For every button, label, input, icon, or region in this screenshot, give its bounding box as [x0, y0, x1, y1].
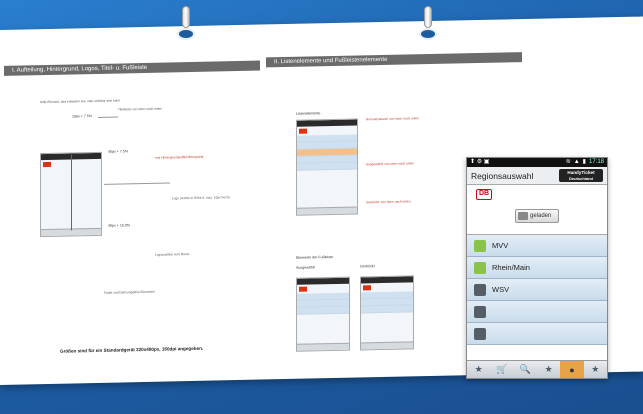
binder-ring-icon — [176, 6, 196, 40]
binder-ring-icon — [418, 6, 438, 40]
mock-phone-footer-pressed — [360, 275, 414, 350]
label-selected: Ausgewählt — [296, 265, 315, 270]
list-item-region[interactable]: MVV — [467, 235, 607, 257]
mock-phone-list — [296, 119, 358, 216]
db-logo-icon — [363, 285, 371, 290]
clock: 17:18 — [588, 159, 604, 165]
section-title-left: I. Aufteilung, Hintergrund, Logos, Titel- u. Fußleiste — [4, 61, 260, 76]
note-selected: Ausgewählt: von oben nach unten — [366, 161, 415, 167]
tab-star[interactable] — [537, 361, 560, 378]
label-list-elements: Listenelemente — [296, 111, 321, 116]
ticket-icon — [518, 212, 528, 220]
tab-search[interactable] — [514, 361, 537, 378]
measure-top2: 40px + 7.5% — [108, 149, 129, 154]
footer-note: Größen sind für ein Standardgerät 320x480px, 160dpi angegeben. — [60, 345, 204, 354]
label-pressed: Gedrückt — [360, 264, 375, 269]
annotation-help: Hilfe-Element, das entweder leer oder sichtbar sein kann — [40, 98, 121, 105]
region-map-icon — [474, 284, 486, 296]
battery-icon: ▮ — [582, 159, 586, 165]
region-map-icon — [474, 262, 486, 274]
note-pressed: Gedrückt: von oben nach unten — [366, 199, 411, 205]
measure-bottom: 40px + 15.0% — [108, 223, 131, 228]
region-icon: ● — [569, 364, 575, 375]
list-item-region[interactable] — [467, 301, 607, 323]
mock-phone-footer-selected — [296, 277, 350, 352]
tab-more[interactable] — [584, 361, 607, 378]
measure-top: 10px + 7.5% — [72, 114, 93, 119]
region-map-icon — [474, 306, 486, 318]
tab-region[interactable] — [560, 361, 583, 378]
annotation-logopos: Logoposition vom Rand... — [155, 251, 192, 257]
wifi-icon: ≋ — [565, 159, 571, 165]
star-icon: ★ — [591, 364, 600, 374]
cart-icon: 🛒 — [496, 364, 508, 374]
annotation-logo: Logo (rechts in Höhe 6, max. 10px hoch) — [172, 195, 230, 201]
tab-cart[interactable] — [490, 361, 513, 378]
search-icon: 🔍 — [519, 364, 531, 374]
signal-icon: ▲ — [573, 159, 580, 165]
title-bar — [467, 167, 607, 185]
db-logo: DB — [476, 189, 492, 200]
tab-bar — [467, 360, 607, 378]
region-map-icon — [474, 328, 486, 340]
db-logo-icon — [43, 162, 51, 167]
page-title: Regionsauswahl — [471, 170, 534, 181]
annotation-background: erst Hintergrundgrafik/Hintergrund: — [155, 154, 205, 160]
status-bar — [467, 158, 607, 167]
tab-favorites[interactable] — [467, 361, 490, 378]
list-item-region[interactable] — [467, 323, 607, 345]
list-item-region[interactable]: WSV — [467, 279, 607, 301]
annotation-color: Farbe und Dehnungslinie Elemente! — [104, 289, 155, 295]
loaded-button[interactable]: geladen — [515, 209, 559, 223]
list-item-region[interactable]: Rhein/Main — [467, 257, 607, 279]
region-map-icon — [474, 240, 486, 252]
db-logo-icon — [299, 129, 307, 134]
section-title-right: II. Listenelemente und Fußleistenelemente — [266, 52, 522, 67]
header-area — [467, 185, 607, 235]
label-footer-elements: Elemente der Fußleiste — [296, 255, 334, 260]
handyticket-logo: HandyTicket Deutschland — [559, 169, 603, 182]
star-icon: ★ — [544, 364, 553, 374]
annotation-titlebar: Titelleiste von oben nach unten — [118, 106, 163, 112]
db-logo-icon — [299, 287, 307, 292]
phone-screen — [466, 157, 608, 379]
status-left-icons: ⬆ ⚙ ▣ — [470, 159, 490, 165]
star-icon: ★ — [474, 364, 483, 374]
note-normal: Normalzustand: von oben nach unten — [366, 116, 419, 122]
